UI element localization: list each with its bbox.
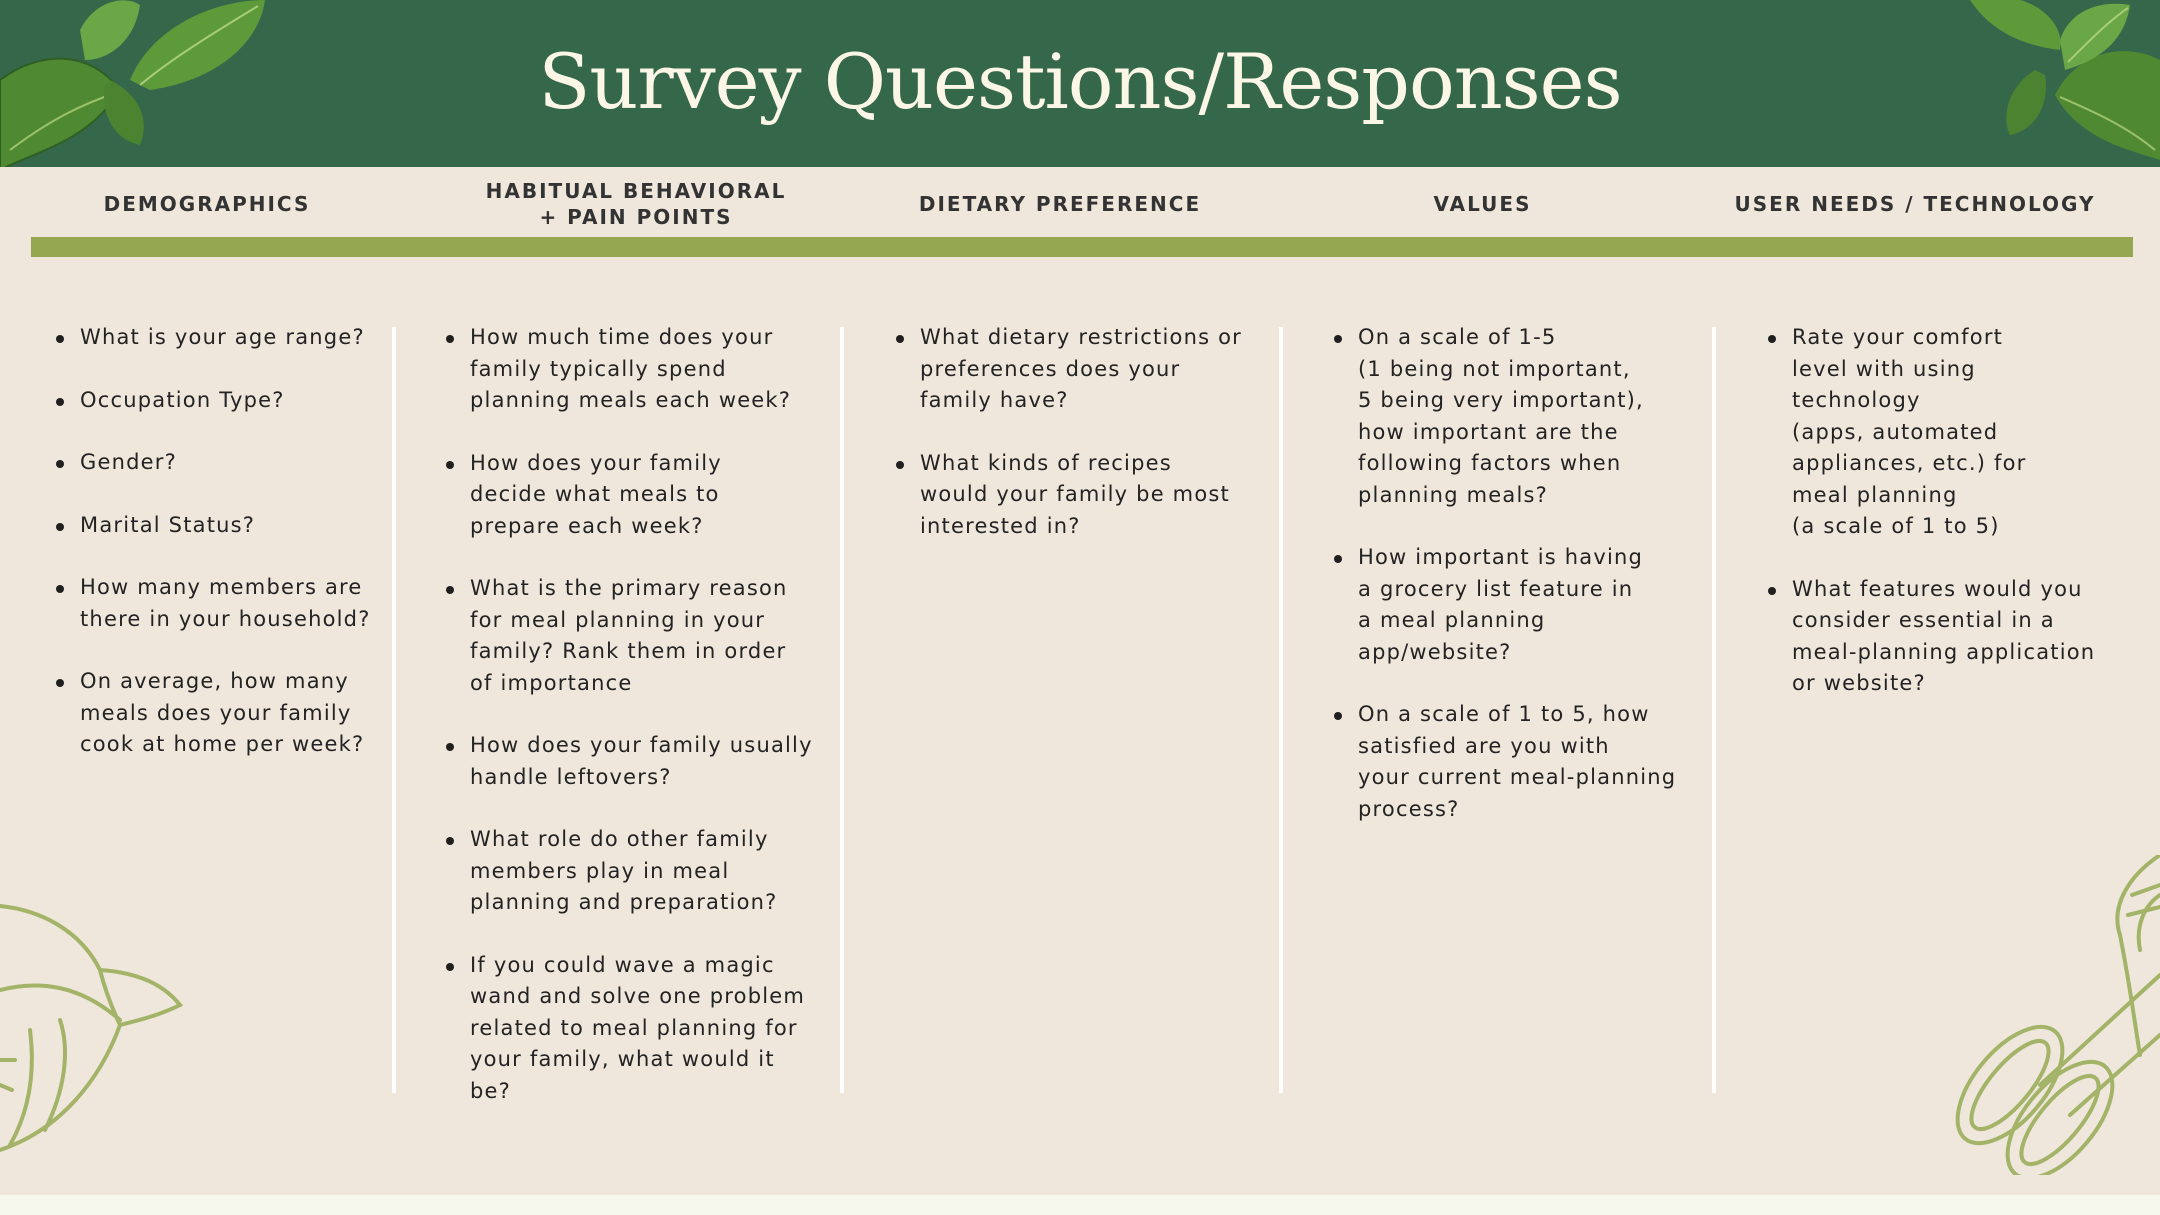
list-item: Rate your comfort level with using technology (apps, automated appliances, etc.) for meal planning (a scale of 1 to 5): [1768, 322, 2138, 543]
header-banner: [0, 0, 2160, 167]
list-item: If you could wave a magic wand and solve one problem related to meal planning for your family, what would it be?: [446, 950, 826, 1108]
list-item: How much time does your family typically spend planning meals each week?: [446, 322, 826, 417]
hand-mixer-sketch-icon: [1920, 855, 2160, 1175]
list-item: What role do other family members play in meal planning and preparation?: [446, 824, 826, 919]
list-item: How important is having a grocery list feature in a meal planning app/website?: [1334, 542, 1704, 668]
column-divider: [1712, 327, 1716, 1093]
list-item: What is your age range?: [56, 322, 386, 354]
column-header-demographics: DEMOGRAPHICS: [103, 192, 311, 216]
question-list: [446, 322, 826, 1107]
list-item: What kinds of recipes would your family be most interested in?: [896, 448, 1266, 543]
bottom-strip: [0, 1195, 2160, 1215]
column-divider: [840, 327, 844, 1093]
list-item: How many members are there in your household?: [56, 572, 386, 635]
column-divider: [392, 327, 396, 1093]
list-item: How does your family decide what meals to prepare each week?: [446, 448, 826, 543]
list-item: On average, how many meals does your family cook at home per week?: [56, 666, 386, 761]
column-values: [1334, 322, 1704, 856]
column-user-needs: [1768, 322, 2138, 731]
column-habitual-behavioral: [446, 322, 826, 1138]
page-title: Survey Questions/Responses: [538, 37, 1622, 126]
list-item: On a scale of 1-5 (1 being not important, 5 being very important), how important are the following factors when planning meals?: [1334, 322, 1704, 511]
column-header-dietary-preference: DIETARY PREFERENCE: [918, 192, 1202, 216]
column-header-values: VALUES: [1433, 192, 1532, 216]
question-list: [1768, 322, 2138, 700]
question-list: [1334, 322, 1704, 825]
column-header-user-needs: USER NEEDS / TECHNOLOGY: [1734, 192, 2096, 216]
list-item: On a scale of 1 to 5, how satisfied are you with your current meal-planning process?: [1334, 699, 1704, 825]
list-item: Marital Status?: [56, 510, 386, 542]
column-dietary-preference: [896, 322, 1266, 573]
list-item: What dietary restrictions or preferences does your family have?: [896, 322, 1266, 417]
garlic-sketch-icon: [0, 900, 200, 1160]
column-divider: [1279, 327, 1283, 1093]
list-item: What is the primary reason for meal planning in your family? Rank them in order of importance: [446, 573, 826, 699]
header-accent-bar: [31, 237, 2133, 257]
question-list: [896, 322, 1266, 542]
list-item: Occupation Type?: [56, 385, 386, 417]
list-item: How does your family usually handle leftovers?: [446, 730, 826, 793]
list-item: What features would you consider essential in a meal-planning application or website?: [1768, 574, 2138, 700]
question-list: [56, 322, 386, 761]
column-demographics: [56, 322, 386, 792]
column-header-habitual-behavioral: HABITUAL BEHAVIORAL + PAIN POINTS: [485, 179, 787, 229]
list-item: Gender?: [56, 447, 386, 479]
